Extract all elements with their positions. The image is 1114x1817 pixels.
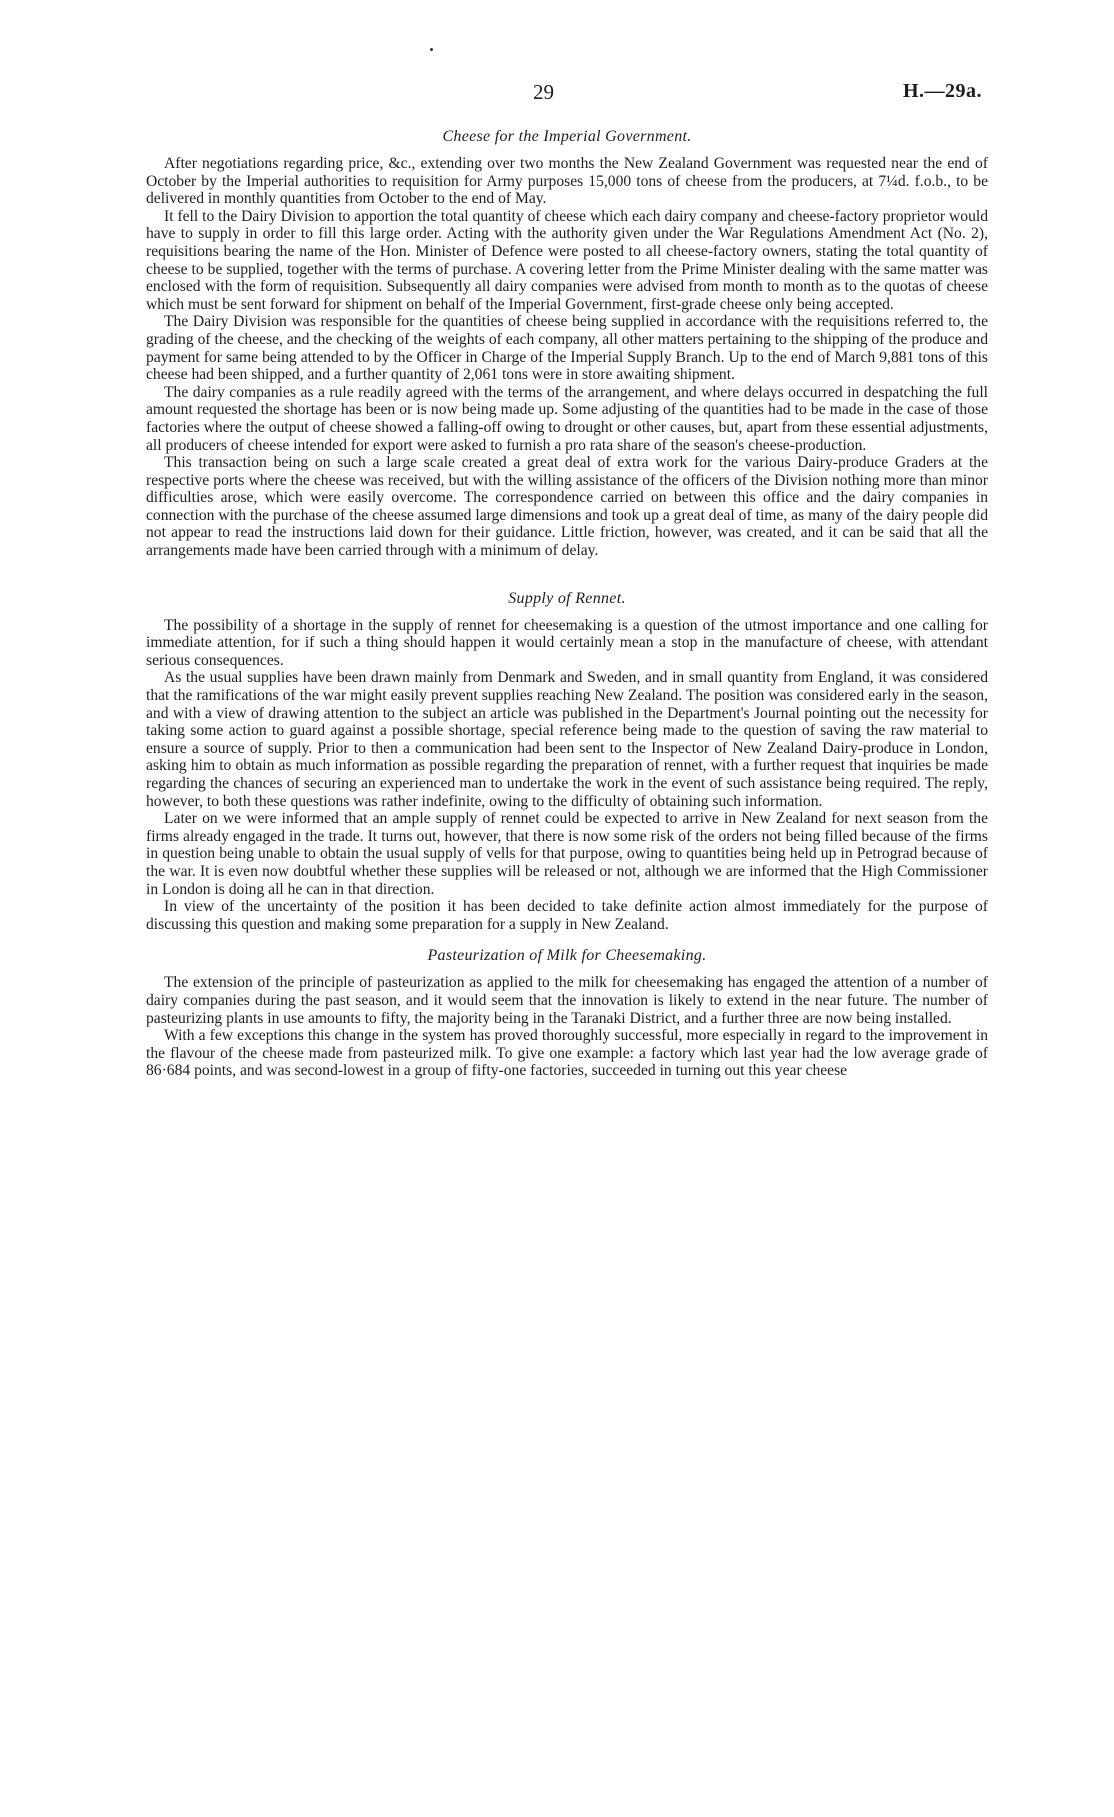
paragraph: The dairy companies as a rule readily agreed with the terms of the arrangement, and where delays occurred in despatching the full amount requested the shortage has been or is now being made up. Some adjusting of the quantities had to be made in the case of those factories where the output of cheese showed a falling-off owing to drought or other causes, but, apart from these essential adjustments, all producers of cheese intended for export were asked to furnish a pro rata share of the season's cheese-production. — [146, 383, 988, 454]
paragraph: The extension of the principle of pasteurization as applied to the milk for cheesemaking has engaged the attention of a number of dairy companies during the past season, and it would seem that the innovation is likely to extend in the near future. The number of pasteurizing plants in use amounts to fifty, the majority being in the Taranaki District, and a further three are now being installed. — [146, 974, 988, 1027]
paragraph: With a few exceptions this change in the system has proved thoroughly successful, more especially in regard to the improvement in the flavour of the cheese made from pasteurized milk. To give one example: a factory which last year had the low average grade of 86·684 points, and was second-lowest in a group of fifty-one factories, succeeded in turning out this year cheese — [146, 1027, 988, 1080]
paragraph: This transaction being on such a large scale created a great deal of extra work for the various Dairy-produce Graders at the respective ports where the cheese was received, but with the willing assistance of the officers of the Division nothing more than minor difficulties arose, which were easily overcome. The correspondence carried on between this office and the dairy companies in connection with the purchase of the cheese assumed large dimensions and took up a great deal of time, as many of the dairy people did not appear to read the instructions laid down for their guidance. Little friction, however, was created, and it can be said that all the arrangements made have been carried through with a minimum of delay. — [146, 454, 988, 560]
paragraph: Later on we were informed that an ample supply of rennet could be expected to arrive in New Zealand for next season from the firms already engaged in the trade. It turns out, however, that there is now some risk of the orders not being filled because of the firms in question being unable to obtain the usual supply of vells for that purpose, owing to quantities being held up in Petrograd because of the war. It is even now doubtful whether these supplies will be released or not, although we are informed that the High Commissioner in London is doing all he can in that direction. — [146, 810, 988, 898]
paragraph: The Dairy Division was responsible for the quantities of cheese being supplied in accordance with the requisitions referred to, the grading of the cheese, and the checking of the weights of each company, all other matters pertaining to the shipping of the produce and payment for same being attended to by the Officer in Charge of the Imperial Supply Branch. Up to the end of March 9,881 tons of this cheese had been shipped, and a further quantity of 2,061 tons were in store awaiting shipment. — [146, 313, 988, 384]
paragraph: As the usual supplies have been drawn mainly from Denmark and Sweden, and in small quantity from England, it was considered that the ramifications of the war might easily prevent supplies reaching New Zealand. The position was considered early in the season, and with a view of drawing attention to the subject an article was published in the Department's Journal pointing out the necessity for taking some action to guard against a possible shortage, special reference being made to the question of saving the raw material to ensure a source of supply. Prior to then a communication had been sent to the Inspector of New Zealand Dairy-produce in London, asking him to obtain as much information as possible regarding the preparation of rennet, with a further request that inquiries be made regarding the chances of securing an experienced man to undertake the work in the event of such assistance being required. The reply, however, to both these questions was rather indefinite, owing to the difficulty of obtaining such information. — [146, 669, 988, 810]
paragraph: It fell to the Dairy Division to apportion the total quantity of cheese which each dairy company and cheese-factory proprietor would have to supply in order to fill this large order. Acting with the authority given under the War Regulations Amendment Act (No. 2), requisitions bearing the name of the Hon. Minister of Defence were posted to all cheese-factory owners, stating the total quantity of cheese to be supplied, together with the terms of purchase. A covering letter from the Prime Minister dealing with the same matter was enclosed with the form of requisition. Subsequently all dairy companies were advised from month to month as to the quotas of cheese which must be sent forward for shipment on behalf of the Imperial Government, first-grade cheese only being accepted. — [146, 207, 988, 313]
page-mark — [430, 48, 433, 51]
page-body — [146, 128, 988, 1080]
page-number: 29 — [533, 80, 554, 104]
section-cheese-imperial — [146, 128, 988, 560]
document-reference: H.—29a. — [903, 80, 983, 102]
paragraph: In view of the uncertainty of the position it has been decided to take definite action almost immediately for the purpose of discussing this question and making some preparation for a supply in New Zealand. — [146, 898, 988, 933]
section-heading: Pasteurization of Milk for Cheesemaking. — [427, 947, 707, 965]
paragraph: The possibility of a shortage in the supply of rennet for cheesemaking is a question of the utmost importance and one calling for immediate attention, for if such a thing should happen it would certainly mean a stop in the manufacture of cheese, with attendant serious consequences. — [146, 616, 988, 669]
section-supply-of-rennet — [146, 590, 988, 934]
section-heading: Cheese for the Imperial Government. — [442, 128, 692, 145]
paragraph: After negotiations regarding price, &c., extending over two months the New Zealand Government was requested near the end of October by the Imperial authorities to requisition for Army purposes 15,000 tons of cheese from the producers, at 7¼d. f.o.b., to be delivered in monthly quantities from October to the end of May. — [146, 155, 988, 208]
section-heading: Supply of Rennet. — [508, 589, 626, 607]
section-pasteurization — [146, 947, 988, 1080]
